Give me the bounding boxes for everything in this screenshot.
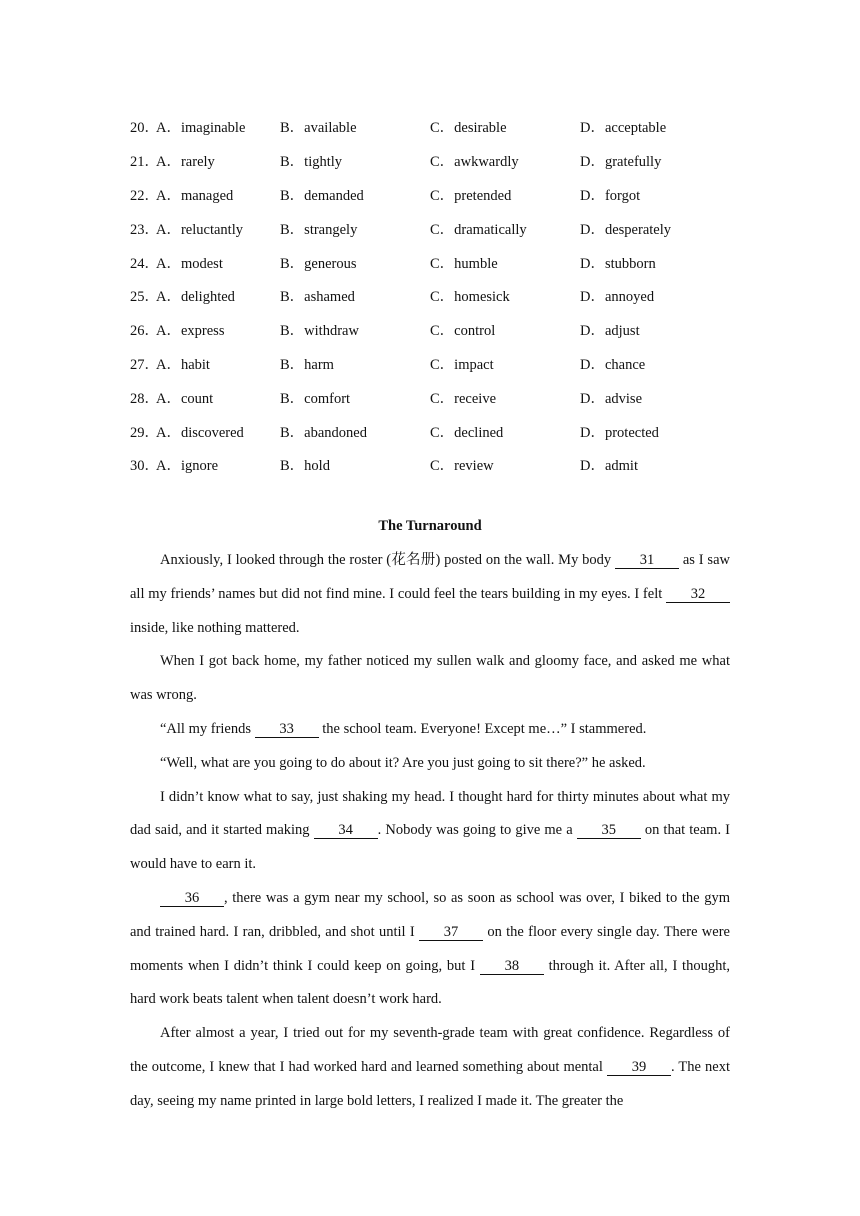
question-number: 27． — [130, 356, 159, 373]
option-b: B．comfort — [280, 390, 351, 407]
blank-38: 38 — [480, 958, 544, 975]
blank-36: 36 — [160, 890, 224, 907]
option-a: A．modest — [156, 255, 223, 272]
blank-34: 34 — [314, 822, 378, 839]
question-number: 30． — [130, 458, 159, 475]
question-row — [130, 110, 750, 144]
option-d: D．advise — [580, 390, 643, 407]
option-c: C．dramatically — [430, 221, 527, 238]
paragraph: I didn’t know what to say, just shaking my head. I thought hard for thirty minutes about what my dad said, and it started making 34 . Nobody was going to give me a 35 on that team. I would have to earn it. — [130, 788, 730, 873]
option-a: A．managed — [156, 187, 234, 204]
question-number: 20． — [130, 120, 159, 137]
question-number: 22． — [130, 187, 159, 204]
option-d: D．desperately — [580, 221, 671, 238]
blank-39: 39 — [607, 1059, 671, 1076]
option-a: A．count — [156, 390, 214, 407]
option-c: C．control — [430, 323, 496, 340]
option-c: C．desirable — [430, 120, 507, 137]
option-d: D．protected — [580, 424, 659, 441]
blank-37: 37 — [419, 924, 483, 941]
option-a: A．habit — [156, 356, 210, 373]
question-row — [130, 211, 750, 245]
option-a: A．ignore — [156, 458, 219, 475]
option-d: D．stubborn — [580, 255, 656, 272]
option-d: D．acceptable — [580, 120, 667, 137]
question-number: 23． — [130, 221, 159, 238]
option-b: B．ashamed — [280, 289, 355, 306]
paragraph: When I got back home, my father noticed my sullen walk and gloomy face, and asked me what was wrong. — [130, 653, 730, 704]
question-row — [130, 245, 750, 279]
question-number: 28． — [130, 390, 159, 407]
option-d: D．admit — [580, 458, 638, 475]
paragraph: Anxiously, I looked through the roster (花名册) posted on the wall. My body 31 as I saw all my friends’ names but did not find mine. I could feel the tears building in my eyes. I felt 32 inside, like nothing mattered. — [130, 552, 730, 636]
paragraph: 36 , there was a gym near my school, so as soon as school was over, I biked to the gym and trained hard. I ran, dribbled, and shot until I 37 on the floor every single day. There were moments when I didn’t think I could keep on going, but I 38 through it. After all, I thought, hard work beats talent when talent doesn’t work hard. — [130, 889, 730, 1008]
question-row — [130, 414, 750, 448]
option-a: A．express — [156, 323, 225, 340]
option-b: B．demanded — [280, 187, 364, 204]
answer-options-table — [130, 110, 750, 482]
option-c: C．impact — [430, 356, 494, 373]
option-c: C．homesick — [430, 289, 510, 306]
question-row — [130, 347, 750, 381]
option-b: B．hold — [280, 458, 330, 475]
paragraph: “Well, what are you going to do about it? Are you just going to sit there?” he asked. — [160, 754, 646, 771]
question-number: 21． — [130, 154, 159, 171]
option-c: C．humble — [430, 255, 498, 272]
option-b: B．strangely — [280, 221, 358, 238]
option-a: A．delighted — [156, 289, 235, 306]
question-number: 29． — [130, 424, 159, 441]
option-b: B．abandoned — [280, 424, 367, 441]
paragraph: After almost a year, I tried out for my seventh-grade team with great confidence. Regardless of the outcome, I knew that I had worked hard and learned something about mental 39 . The next day, seeing my name printed in large bold letters, I realized I made it. The greater the — [130, 1025, 731, 1109]
question-row — [130, 144, 750, 178]
question-row — [130, 279, 750, 313]
question-number: 25． — [130, 289, 159, 306]
paragraph: “All my friends 33 the school team. Everyone! Except me…” I stammered. — [160, 720, 647, 737]
question-row — [130, 448, 750, 482]
option-a: A．rarely — [156, 154, 215, 171]
question-row — [130, 178, 750, 212]
question-row — [130, 380, 750, 414]
option-c: C．review — [430, 458, 494, 475]
passage-body — [130, 544, 730, 1119]
option-b: B．tightly — [280, 154, 343, 171]
question-number: 26． — [130, 323, 159, 340]
option-c: C．declined — [430, 424, 504, 441]
option-a: A．imaginable — [156, 120, 246, 137]
question-number: 24． — [130, 255, 159, 272]
option-c: C．receive — [430, 390, 497, 407]
option-d: D．gratefully — [580, 154, 662, 171]
blank-32: 32 — [666, 586, 730, 603]
option-d: D．adjust — [580, 323, 640, 340]
option-b: B．withdraw — [280, 323, 359, 340]
option-c: C．awkwardly — [430, 154, 519, 171]
option-a: A．reluctantly — [156, 221, 243, 238]
option-d: D．forgot — [580, 187, 641, 204]
passage-title: The Turnaround — [378, 518, 482, 534]
blank-31: 31 — [615, 552, 679, 569]
option-c: C．pretended — [430, 187, 512, 204]
option-d: D．annoyed — [580, 289, 655, 306]
option-b: B．generous — [280, 255, 357, 272]
option-d: D．chance — [580, 356, 646, 373]
option-b: B．available — [280, 120, 357, 137]
question-row — [130, 313, 750, 347]
blank-35: 35 — [577, 822, 641, 839]
option-a: A．discovered — [156, 424, 244, 441]
option-b: B．harm — [280, 356, 334, 373]
blank-33: 33 — [255, 721, 319, 738]
